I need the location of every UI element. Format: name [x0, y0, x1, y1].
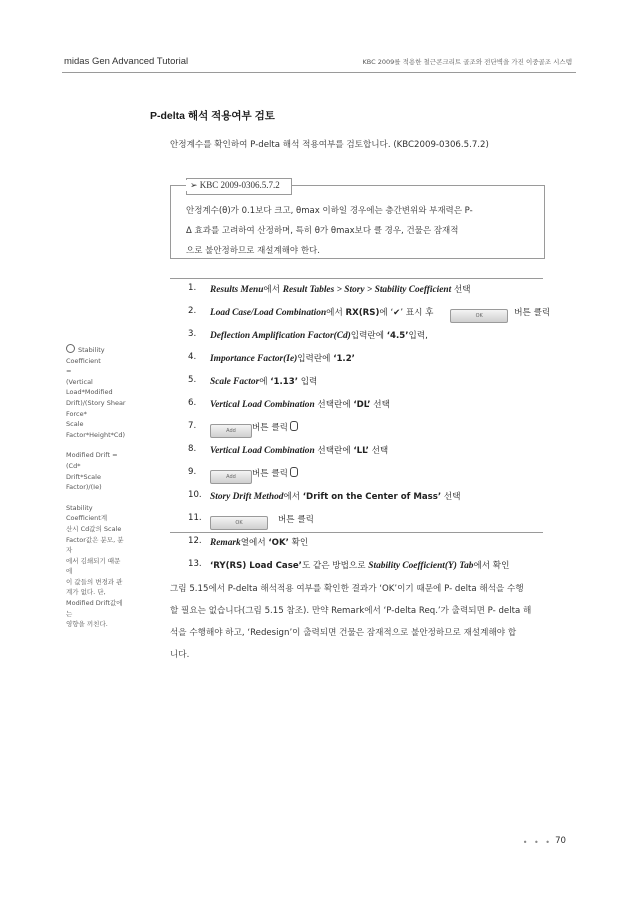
step-13: 13. ‘RY(RS) Load Case’도 같은 방법으로 Stability Coefficient(Y) Tab에서 확인 [188, 559, 510, 571]
note-line: 계가 없다. 단, [66, 588, 106, 597]
step-3: 3. Deflection Amplification Factor(Cd)입력란에 ‘4.5’입력, [188, 329, 428, 341]
note-line: Modified Drift값에는 [66, 599, 123, 618]
sidebar-note [66, 344, 126, 630]
conclusion-paragraph [170, 578, 548, 666]
add-button[interactable]: Add [210, 424, 252, 438]
paragraph-line: 할 필요는 없습니다(그림 5.15 참조). 만약 Remark에서 ‘P-delta Req.’가 출력되면 P- delta 해 [170, 606, 532, 616]
ok-button[interactable]: OK [450, 309, 508, 323]
step-4: 4. Importance Factor(Ie)입력란에 ‘1.2’ [188, 352, 355, 364]
step-11: 11. OK 버튼 클릭 [188, 513, 548, 527]
note-icon [66, 344, 75, 353]
kbc-line-3: 으로 불안정하므로 재설계해야 한다. [186, 246, 320, 256]
list-top-rule [170, 278, 543, 279]
header-title: midas Gen Advanced Tutorial [64, 56, 189, 67]
intro-text: 안정계수를 확인하여 P-delta 해석 적용여부를 검토합니다. (KBC2009-0306.5.7.2) [170, 140, 489, 150]
step-9: 9. Add 버튼 클릭 [188, 467, 548, 481]
kbc-line-1: 안정계수(θ)가 0.1보다 크고, θmax 이하일 경우에는 층간변위와 부재력은 P- [186, 206, 473, 216]
note-line: Modified Drift = (Cd* [66, 451, 118, 470]
note-line: 산시 Cd값의 Scale [66, 524, 122, 533]
paragraph-line: 니다. [170, 650, 190, 660]
step-5: 5. Scale Factor에 ‘1.13’ 입력 [188, 375, 318, 387]
section-title: P-delta 해석 적용여부 검토 [150, 110, 275, 122]
add-button[interactable]: Add [210, 470, 252, 484]
mouse-icon [290, 467, 298, 477]
header-subtitle: KBC 2009를 적용한 철근콘크리트 골조와 전단벽을 가진 이중골조 시스템 [362, 58, 572, 66]
paragraph-line: 그림 5.15에서 P-delta 해석적용 여부를 확인한 결과가 ‘OK’이기 때문에 P- delta 해석을 수행 [170, 584, 524, 594]
note-line: Stability Coefficient [66, 346, 105, 365]
list-bottom-rule [170, 532, 543, 533]
step-1: 1. Results Menu에서 Result Tables > Story > Stability Coefficient 선택 [188, 283, 471, 295]
note-line: Load*Modified [66, 388, 113, 397]
ok-button[interactable]: OK [210, 516, 268, 530]
page-dots: • • • [522, 838, 552, 847]
step-6: 6. Vertical Load Combination 선택란에 ‘DL’ 선택 [188, 398, 390, 410]
step-12: 12. Remark열에서 ‘OK’ 확인 [188, 536, 309, 548]
kbc-label: ➢ KBC 2009-0306.5.7.2 [186, 180, 290, 191]
paragraph-line: 석을 수행해야 하고, ‘Redesign’이 출력되면 건물은 잠재적으로 불안정하므로 재설계해야 합 [170, 628, 517, 638]
note-line: Factor값은 분모, 분자 [66, 535, 124, 555]
step-7: 7. Add 버튼 클릭 [188, 421, 548, 435]
note-line: (Vertical [66, 377, 93, 386]
step-10: 10. Story Drift Method에서 ‘Drift on the Center of Mass’ 선택 [188, 490, 461, 502]
page-number: 70 [555, 836, 566, 846]
note-line: 이 값들의 변경과 관 [66, 577, 123, 586]
note-line: Scale Factor*Height*Cd) [66, 420, 126, 439]
mouse-icon [290, 421, 298, 431]
header-rule [62, 72, 576, 73]
note-line: 에서 김쇄되기 때문에 [66, 556, 121, 576]
note-line: Drift)/(Story Shear Force* [66, 398, 126, 418]
step-8: 8. Vertical Load Combination 선택란에 ‘LL’ 선택 [188, 444, 389, 456]
step-2: 2. Load Case/Load Combination에서 RX(RS)에 ‘✔’ 표시 후 OK 버튼 클릭 [188, 306, 548, 320]
note-line: = [66, 367, 72, 376]
note-line: Stability Coefficient계 [66, 503, 108, 523]
kbc-line-2: Δ 효과를 고려하여 산정하며, 특히 θ가 θmax보다 클 경우, 건물은 잠재적 [186, 226, 459, 236]
note-line: 영향을 끼친다. [66, 620, 108, 629]
note-line: Drift*Scale Factor)/(Ie) [66, 472, 102, 492]
